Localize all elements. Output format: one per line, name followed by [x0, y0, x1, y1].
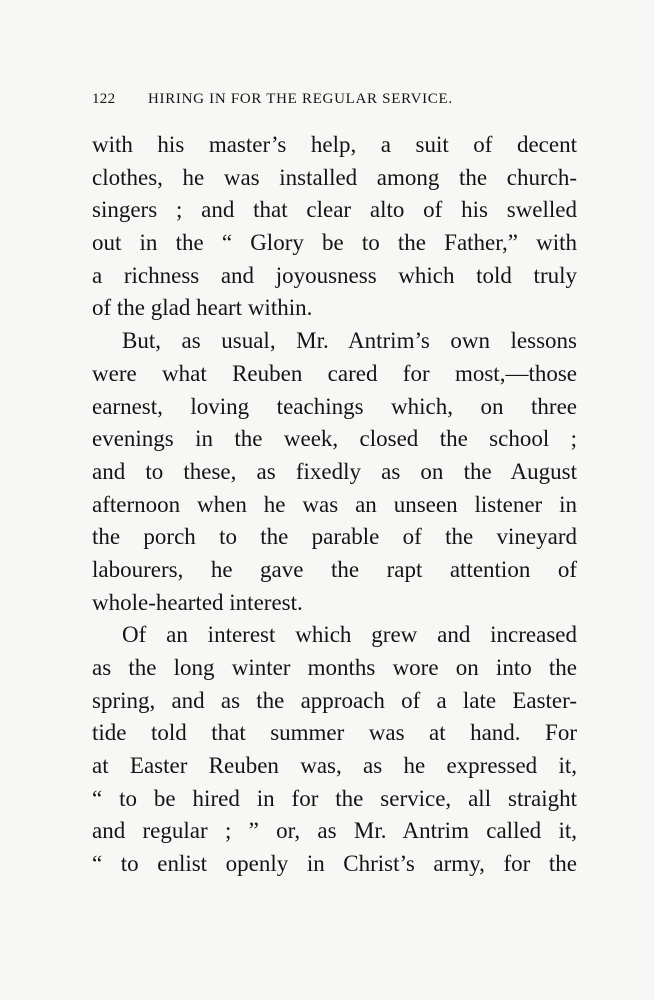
text-line: “ to enlist openly in Christ’s army, for the: [92, 851, 577, 877]
text-line: the porch to the parable of the vineyard: [92, 524, 577, 550]
text-line: tide told that summer was at hand. For: [92, 720, 577, 746]
text-line: as the long winter months wore on into the: [92, 655, 577, 680]
text-line: were what Reuben cared for most,—those: [92, 360, 577, 386]
text-line: whole-hearted interest.: [92, 589, 303, 615]
text-line: clothes, he was installed among the church-: [92, 164, 577, 190]
text-line: with his master’s help, a suit of decent: [92, 132, 577, 157]
running-title: HIRING IN FOR THE REGULAR SERVICE.: [148, 91, 453, 107]
text-line: spring, and as the approach of a late Easter-: [92, 687, 577, 713]
text-line: “ to be hired in for the service, all straight: [92, 785, 577, 811]
running-head: [92, 88, 576, 110]
text-line: But, as usual, Mr. Antrim’s own lessons: [122, 328, 577, 354]
text-line: evenings in the week, closed the school ;: [92, 426, 577, 452]
text-line: Of an interest which grew and increased: [122, 622, 577, 648]
text-line: out in the “ Glory be to the Father,” with: [92, 230, 577, 256]
text-line: a richness and joyousness which told truly: [92, 262, 577, 288]
text-line: earnest, loving teachings which, on three: [92, 393, 577, 419]
text-line: labourers, he gave the rapt attention of: [92, 556, 577, 582]
text-line: and to these, as fixedly as on the August: [92, 458, 577, 484]
text-line: singers ; and that clear alto of his swelled: [92, 197, 577, 223]
body-text: [92, 129, 577, 881]
text-line: at Easter Reuben was, as he expressed it,: [92, 753, 577, 779]
page-number: 122: [92, 91, 116, 107]
text-line: of the glad heart within.: [92, 295, 313, 321]
text-line: afternoon when he was an unseen listener in: [92, 491, 577, 517]
text-line: and regular ; ” or, as Mr. Antrim called it,: [92, 818, 577, 844]
